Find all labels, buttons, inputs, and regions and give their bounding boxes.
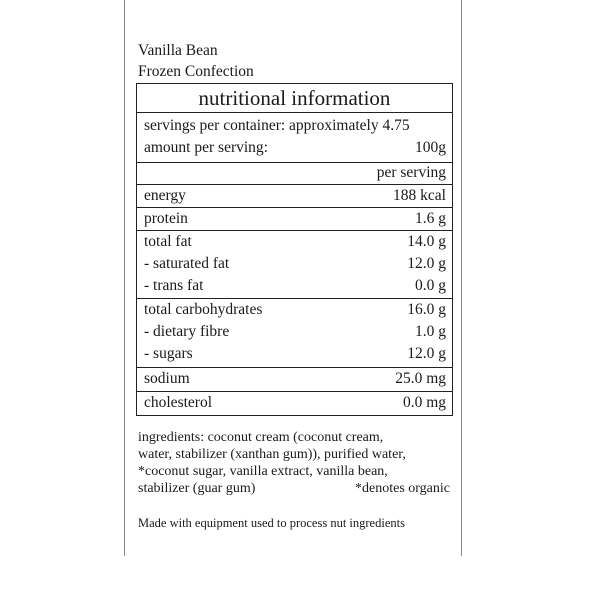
nutrient-row (144, 369, 446, 389)
ingredients-line: *coconut sugar, vanilla extract, vanilla bean, (138, 464, 388, 479)
nutrient-value: 12.0 g (407, 255, 446, 272)
nutrient-value: 1.0 g (415, 323, 446, 340)
nutrient-value: 16.0 g (407, 301, 446, 318)
ingredients-line: water, stabilizer (xanthan gum)), purified water, (138, 447, 406, 462)
nutrient-label: - trans fat (144, 277, 204, 294)
amount-value: 100g (415, 139, 446, 156)
amount-label: amount per serving: (144, 139, 268, 156)
nutrient-label: - saturated fat (144, 255, 230, 272)
nutrient-row (144, 322, 446, 342)
organic-note: *denotes organic (355, 481, 450, 496)
product-name-line1: Vanilla Bean (138, 42, 218, 59)
nutrient-label: sodium (144, 370, 190, 387)
nutrient-value: 0.0 mg (402, 394, 446, 411)
nutrient-label: protein (144, 210, 188, 227)
nutrient-row (144, 300, 446, 320)
nutrient-value: 0.0 g (415, 277, 446, 294)
nutrient-row (144, 393, 446, 413)
product-name-line2: Frozen Confection (138, 63, 254, 80)
nutrient-value: 25.0 mg (395, 370, 446, 387)
divider (137, 207, 452, 208)
allergen-notice: Made with equipment used to process nut ingredients (138, 516, 405, 530)
column-header-row (144, 163, 446, 183)
ingredients-line: stabilizer (guar gum) (138, 481, 256, 496)
divider (137, 230, 452, 231)
divider (137, 184, 452, 185)
servings-row (144, 116, 446, 136)
divider (137, 391, 452, 392)
nutrient-row (144, 186, 446, 206)
nutrient-value: 14.0 g (407, 233, 446, 250)
servings-label: servings per container: approximately 4.75 (144, 117, 410, 134)
product-name (138, 40, 254, 82)
nutrient-label: - sugars (144, 345, 193, 362)
column-header: per serving (376, 164, 446, 181)
amount-row (144, 138, 446, 158)
nutrition-title: nutritional information (198, 86, 391, 110)
divider (137, 298, 452, 299)
nutrient-value: 1.6 g (415, 210, 446, 227)
ingredients-line: ingredients: coconut cream (coconut cream, (138, 430, 384, 445)
nutrient-label: energy (144, 187, 186, 204)
nutrient-label: - dietary fibre (144, 323, 230, 340)
ingredients-last-line (138, 480, 450, 497)
nutrient-label: total carbohydrates (144, 301, 263, 318)
ingredients-list (138, 429, 450, 497)
nutrient-label: total fat (144, 233, 192, 250)
nutrient-value: 12.0 g (407, 345, 446, 362)
nutrient-row (144, 344, 446, 364)
nutrition-panel (136, 83, 453, 416)
nutrient-row (144, 276, 446, 296)
nutrient-row (144, 232, 446, 252)
divider (137, 367, 452, 368)
divider (137, 112, 452, 113)
nutrient-value: 188 kcal (393, 187, 446, 204)
nutrient-row (144, 209, 446, 229)
nutrient-row (144, 254, 446, 274)
nutrient-label: cholesterol (144, 394, 213, 411)
